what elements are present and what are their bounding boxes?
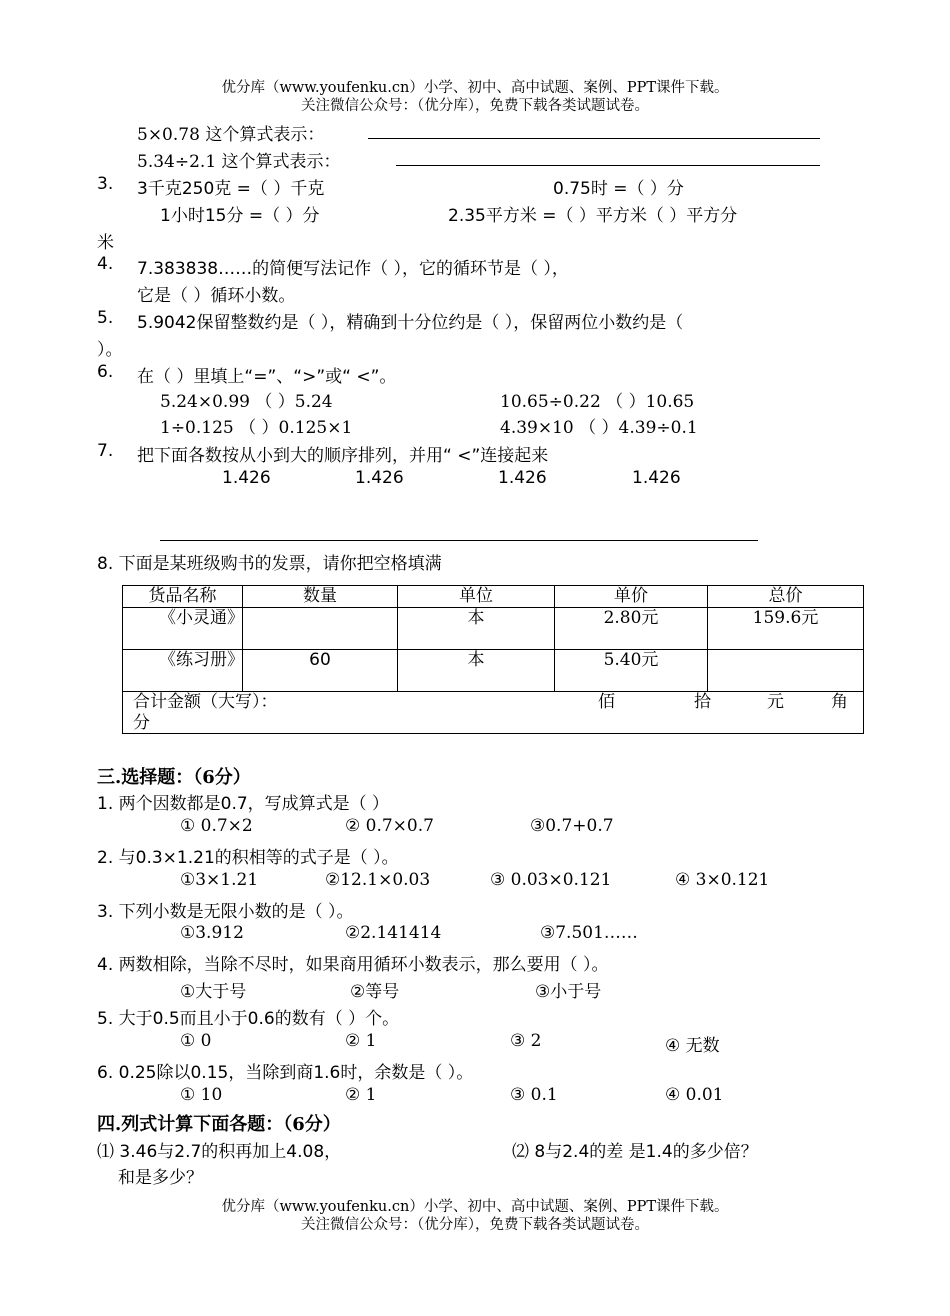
q7-number-4: 1.426 — [632, 468, 681, 488]
invoice-item-name: 《小灵通》 — [123, 608, 243, 650]
q8-title: 8. 下面是某班级购书的发票，请你把空格填满 — [97, 554, 442, 574]
s3-q3: 3. 下列小数是无限小数的是（ ）。 — [97, 902, 354, 922]
s3-q6-opt4: ④ 0.01 — [665, 1085, 724, 1105]
s3-q4: 4. 两数相除，当除不尽时，如果商用循环小数表示，那么要用（ ）。 — [97, 955, 609, 975]
invoice-header-unit: 单位 — [398, 586, 555, 608]
q4-line1: 7.383838……的简便写法记作（ ），它的循环节是（ ）， — [137, 259, 569, 279]
q6-c: 1÷0.125 （ ）0.125×1 — [160, 418, 353, 438]
q6-d: 4.39×10 （ ）4.39÷0.1 — [500, 418, 698, 438]
q3-a: 3千克250克 =（ ）千克 — [137, 179, 325, 199]
q5-number: 5. — [97, 308, 114, 328]
q7-number-2: 1.426 — [355, 468, 404, 488]
q6-title: 在（ ）里填上“=”、“>”或“ <”。 — [137, 367, 397, 387]
invoice-unit-shi: 拾 — [694, 692, 711, 712]
invoice-table — [122, 585, 864, 734]
invoice-item-qty: 60 — [243, 650, 398, 692]
q7-title: 把下面各数按从小到大的顺序排列，并用“ <”连接起来 — [137, 446, 549, 466]
q4-line2: 它是（ ）循环小数。 — [137, 286, 296, 306]
invoice-header-row — [123, 586, 864, 608]
q6-a: 5.24×0.99 （ ）5.24 — [160, 392, 333, 412]
s3-q6-opt1: ① 10 — [180, 1085, 223, 1105]
invoice-item-unit: 本 — [398, 608, 555, 650]
invoice-header-total: 总价 — [708, 586, 864, 608]
s3-q5-opt4: ④ 无数 — [665, 1036, 720, 1056]
s3-q6: 6. 0.25除以0.15，当除到商1.6时，余数是（ ）。 — [97, 1063, 474, 1083]
q3-d-cont: 米 — [97, 233, 114, 253]
q4-number: 4. — [97, 254, 114, 274]
s3-q1-opt2: ② 0.7×0.7 — [345, 816, 434, 836]
s3-q1-opt3: ③0.7+0.7 — [530, 816, 614, 836]
s3-q1: 1. 两个因数都是0.7，写成算式是（ ） — [97, 794, 390, 814]
s3-q1-opt1: ① 0.7×2 — [180, 816, 253, 836]
s3-q3-opt2: ②2.141414 — [345, 923, 442, 943]
q2-answer-line-2 — [396, 165, 820, 166]
q2-expr1: 5×0.78 这个算式表示： — [137, 125, 325, 145]
invoice-unit-yuan: 元 — [767, 692, 784, 712]
q2-answer-line-1 — [368, 138, 820, 139]
q5-line1: 5.9042保留整数约是（ ），精确到十分位约是（ ），保留两位小数约是（ — [137, 313, 684, 333]
invoice-row — [123, 608, 864, 650]
s4-problem1-cont: 和是多少？ — [118, 1168, 203, 1188]
s3-q4-opt3: ③小于号 — [535, 982, 602, 1002]
invoice-item-price: 5.40元 — [555, 650, 708, 692]
q3-number: 3. — [97, 174, 114, 194]
invoice-unit-jiao: 角 — [831, 692, 848, 712]
invoice-unit-bai: 佰 — [598, 692, 615, 712]
q2-expr2: 5.34÷2.1 这个算式表示： — [137, 152, 341, 172]
s3-q5-opt2: ② 1 — [345, 1031, 377, 1051]
q7-answer-line — [160, 540, 758, 541]
s3-q2-opt2: ②12.1×0.03 — [325, 870, 431, 890]
invoice-item-total: 159.6元 — [708, 608, 864, 650]
s3-q6-opt2: ② 1 — [345, 1085, 377, 1105]
s3-q2-opt3: ③ 0.03×0.121 — [490, 870, 612, 890]
footer-line-1: 优分库（www.youfenku.cn）小学、初中、高中试题、案例、PPT课件下载。 — [221, 1199, 729, 1215]
s3-q5-opt3: ③ 2 — [510, 1031, 542, 1051]
invoice-item-qty[interactable] — [243, 608, 398, 650]
header-line-2: 关注微信公众号：（优分库），免费下载各类试题试卷。 — [301, 98, 649, 114]
s3-q2-opt1: ①3×1.21 — [180, 870, 259, 890]
section4-title: 四.列式计算下面各题：（6分） — [97, 1114, 341, 1135]
invoice-unit-fen: 分 — [133, 713, 150, 733]
q5-line2: ）。 — [97, 340, 123, 360]
invoice-header-name: 货品名称 — [123, 586, 243, 608]
footer-line-2: 关注微信公众号：（优分库），免费下载各类试题试卷。 — [301, 1217, 649, 1233]
s4-problem2: ⑵ 8与2.4的差 是1.4的多少倍？ — [512, 1142, 758, 1162]
q7-number-1: 1.426 — [222, 468, 271, 488]
s4-problem1: ⑴ 3.46与2.7的积再加上4.08， — [97, 1142, 342, 1162]
s3-q2-opt4: ④ 3×0.121 — [675, 870, 770, 890]
q7-number: 7. — [97, 441, 114, 461]
invoice-item-name: 《练习册》 — [123, 650, 243, 692]
q6-number: 6. — [97, 362, 114, 382]
s3-q4-opt2: ②等号 — [350, 982, 400, 1002]
s3-q2: 2. 与0.3×1.21的积相等的式子是（ ）。 — [97, 848, 399, 868]
header-line-1: 优分库（www.youfenku.cn）小学、初中、高中试题、案例、PPT课件下载。 — [221, 80, 729, 96]
invoice-item-unit: 本 — [398, 650, 555, 692]
invoice-row — [123, 650, 864, 692]
invoice-item-total[interactable] — [708, 650, 864, 692]
q7-number-3: 1.426 — [498, 468, 547, 488]
q3-d: 2.35平方米 =（ ）平方米（ ）平方分 — [448, 206, 738, 226]
invoice-total-row — [123, 692, 864, 734]
invoice-item-price: 2.80元 — [555, 608, 708, 650]
invoice-header-price: 单价 — [555, 586, 708, 608]
invoice-total-cell[interactable] — [123, 692, 864, 734]
s3-q6-opt3: ③ 0.1 — [510, 1085, 558, 1105]
s3-q3-opt1: ①3.912 — [180, 923, 244, 943]
s3-q5-opt1: ① 0 — [180, 1031, 212, 1051]
q3-c: 1小时15分 =（ ）分 — [160, 206, 320, 226]
s3-q5: 5. 大于0.5而且小于0.6的数有（ ）个。 — [97, 1009, 400, 1029]
q6-b: 10.65÷0.22 （ ）10.65 — [500, 392, 695, 412]
invoice-header-qty: 数量 — [243, 586, 398, 608]
s3-q4-opt1: ①大于号 — [180, 982, 247, 1002]
section3-title: 三.选择题：（6分） — [97, 767, 251, 788]
s3-q3-opt3: ③7.501…… — [540, 923, 638, 943]
invoice-total-label: 合计金额（大写）： — [133, 692, 278, 712]
q3-b: 0.75时 =（ ）分 — [553, 179, 684, 199]
